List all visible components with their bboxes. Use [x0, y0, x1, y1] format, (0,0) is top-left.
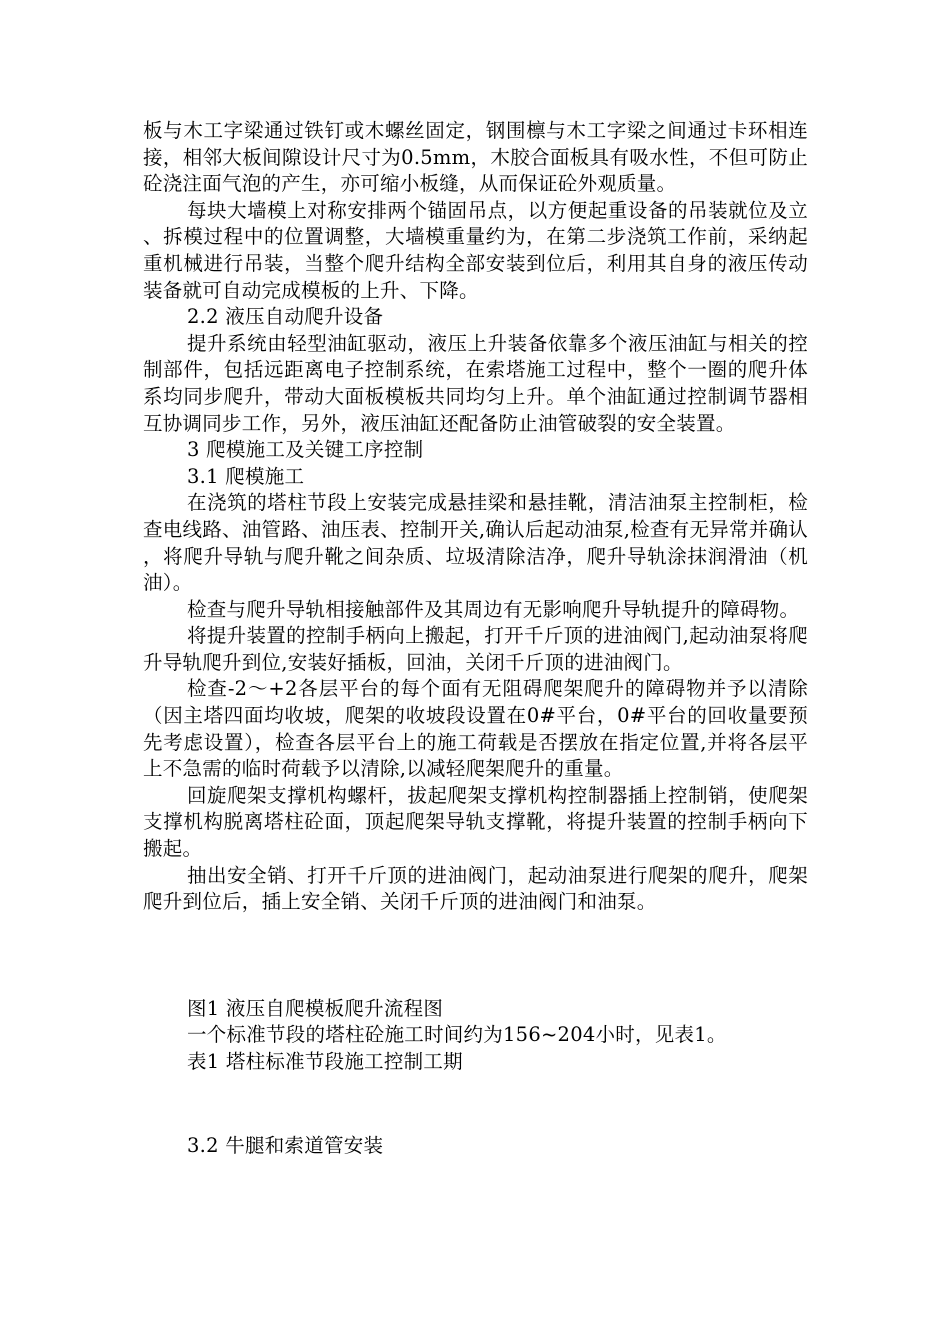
- section-heading-2-2: 2.2 液压自动爬升设备: [187, 305, 384, 329]
- paragraph-platform-check: 检查-2～+2各层平台的每个面有无阻碍爬架爬升的障碍物并予以清除（因主塔四面均收坡，爬架的收坡段设置在0#平台，0#平台的回收量要预先考虑设置），检查各层平台上的施工荷载是否摆放在指定位置,并将各层平上不急需的临时荷载予以清除,以减轻爬架爬升的重量。: [143, 677, 808, 781]
- figure-placeholder-space: [143, 916, 808, 996]
- paragraph-hydraulic-system: 提升系统由轻型油缸驱动，液压上升装备依靠多个液压油缸与相关的控制部件，包括远距离电子控制系统，在索塔施工过程中，整个一圈的爬升体系均同步爬升，带动大面板模板共同均匀上升。单个油缸通过控制调节器相互协调同步工作，另外，液压油缸还配备防止油管破裂的安全装置。: [143, 331, 808, 435]
- paragraph-wall-formwork-lifting: 每块大墙模上对称安排两个锚固吊点，以方便起重设备的吊装就位及立、拆模过程中的位置调整，大墙模重量约为，在第二步浇筑工作前，采纳起重机械进行吊装，当整个爬升结构全部安装到位后，利用其自身的液压传动装备就可自动完成模板的上升、下降。: [143, 198, 808, 302]
- table-placeholder-space: [143, 1076, 808, 1133]
- section-heading-3: 3 爬模施工及关键工序控制: [187, 438, 424, 462]
- paragraph-obstacle-check: 检查与爬升导轨相接触部件及其周边有无影响爬升导轨提升的障碍物。: [187, 597, 800, 621]
- document-body: [143, 118, 808, 1159]
- paragraph-formwork-connection: 板与木工字梁通过铁钉或木螺丝固定，钢围檩与木工字梁之间通过卡环相连接，相邻大板间隙设计尺寸为0.5mm，木胶合面板具有吸水性，不但可防止砼浇注面气泡的产生，亦可缩小板缝，从而保证砼外观质量。: [143, 119, 808, 196]
- paragraph-rail-climbing: 将提升装置的控制手柄向上搬起，打开千斤顶的进油阀门,起动油泵将爬升导轨爬升到位,安装好插板，回油，关闭千斤顶的进油阀门。: [143, 624, 808, 674]
- paragraph-support-release: 回旋爬架支撑机构螺杆，拔起爬架支撑机构控制器插上控制销，使爬架支撑机构脱离塔柱砼面，顶起爬架导轨支撑靴，将提升装置的控制手柄向下搬起。: [143, 783, 808, 861]
- paragraph-construction-time: 一个标准节段的塔柱砼施工时间约为156~204小时，见表1。: [187, 1023, 727, 1047]
- paragraph-frame-climbing: 抽出安全销、打开千斤顶的进油阀门，起动油泵进行爬架的爬升，爬架爬升到位后，插上安全销、关闭千斤顶的进油阀门和油泵。: [143, 863, 808, 914]
- paragraph-installation-check: 在浇筑的塔柱节段上安装完成悬挂梁和悬挂靴，清洁油泵主控制柜，检查电线路、油管路、油压表、控制开关,确认后起动油泵,检查有无异常并确认，将爬升导轨与爬升靴之间杂质、垃圾清除洁净，爬升导轨涂抹润滑油（机油）。: [143, 491, 808, 595]
- section-heading-3-2: 3.2 牛腿和索道管安装: [187, 1133, 384, 1157]
- table-caption: 表1 塔柱标准节段施工控制工期: [187, 1050, 463, 1073]
- figure-caption: 图1 液压自爬模板爬升流程图: [187, 996, 444, 1020]
- section-heading-3-1: 3.1 爬模施工: [187, 464, 305, 488]
